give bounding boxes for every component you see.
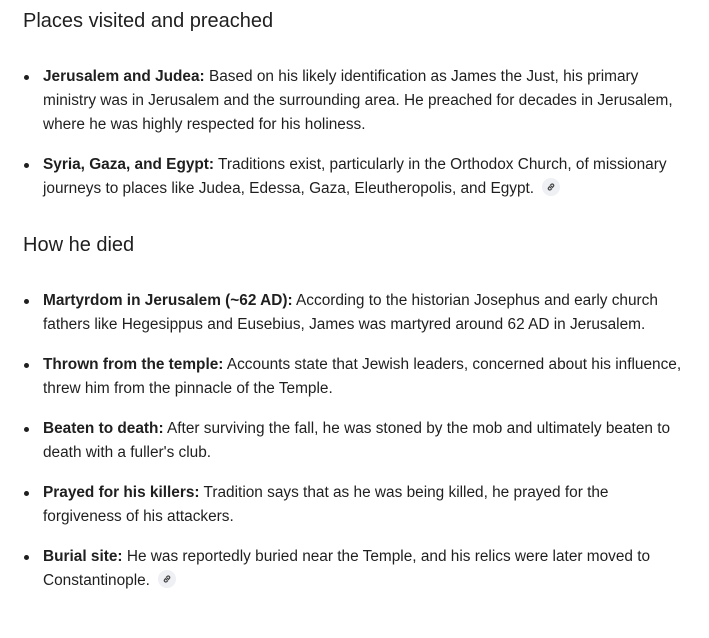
- list-item: [23, 545, 683, 593]
- link-icon: [546, 182, 556, 192]
- item-text: Based on his likely identification as James the Just, his primary ministry was in Jerusalem and the surrounding area. He preached for decades in Jerusalem, where he was highly respected for his holiness.: [43, 68, 673, 133]
- item-lead: Jerusalem and Judea:: [43, 68, 205, 85]
- bullet-icon: [24, 299, 29, 304]
- item-lead: Martyrdom in Jerusalem (~62 AD):: [43, 292, 293, 309]
- list-item: [23, 353, 683, 401]
- places-list: [23, 65, 683, 217]
- list-item: [23, 417, 683, 465]
- bullet-icon: [24, 363, 29, 368]
- item-lead: Syria, Gaza, and Egypt:: [43, 156, 215, 173]
- item-lead: Thrown from the temple:: [43, 356, 224, 373]
- death-list: [23, 289, 683, 609]
- bullet-icon: [24, 75, 29, 80]
- bullet-icon: [24, 555, 29, 560]
- item-text: Accounts state that Jewish leaders, concerned about his influence, threw him from the pinnacle of the Temple.: [43, 356, 682, 397]
- list-item: [23, 153, 683, 201]
- section-heading-death: How he died: [23, 234, 135, 256]
- bullet-icon: [24, 163, 29, 168]
- item-lead: Burial site:: [43, 548, 123, 565]
- list-item: [23, 481, 683, 529]
- item-lead: Beaten to death:: [43, 420, 164, 437]
- section-heading-places: Places visited and preached: [23, 10, 274, 32]
- item-text: He was reportedly buried near the Temple, and his relics were later moved to Constantinople.: [43, 548, 651, 589]
- source-link-button[interactable]: [542, 178, 560, 196]
- list-item: [23, 65, 683, 137]
- item-text: After surviving the fall, he was stoned by the mob and ultimately beaten to death with a fuller's club.: [43, 420, 671, 461]
- bullet-icon: [24, 427, 29, 432]
- source-link-button[interactable]: [158, 570, 176, 588]
- bullet-icon: [24, 491, 29, 496]
- link-icon: [162, 574, 172, 584]
- item-text: Tradition says that as he was being killed, he prayed for the forgiveness of his attackers.: [43, 484, 609, 525]
- list-item: [23, 289, 683, 337]
- item-text: According to the historian Josephus and early church fathers like Hegesippus and Eusebius, James was martyred around 62 AD in Jerusalem.: [43, 292, 658, 333]
- item-lead: Prayed for his killers:: [43, 484, 200, 501]
- item-text: Traditions exist, particularly in the Orthodox Church, of missionary journeys to places like Judea, Edessa, Gaza, Eleutheropolis, and Egypt.: [43, 156, 667, 197]
